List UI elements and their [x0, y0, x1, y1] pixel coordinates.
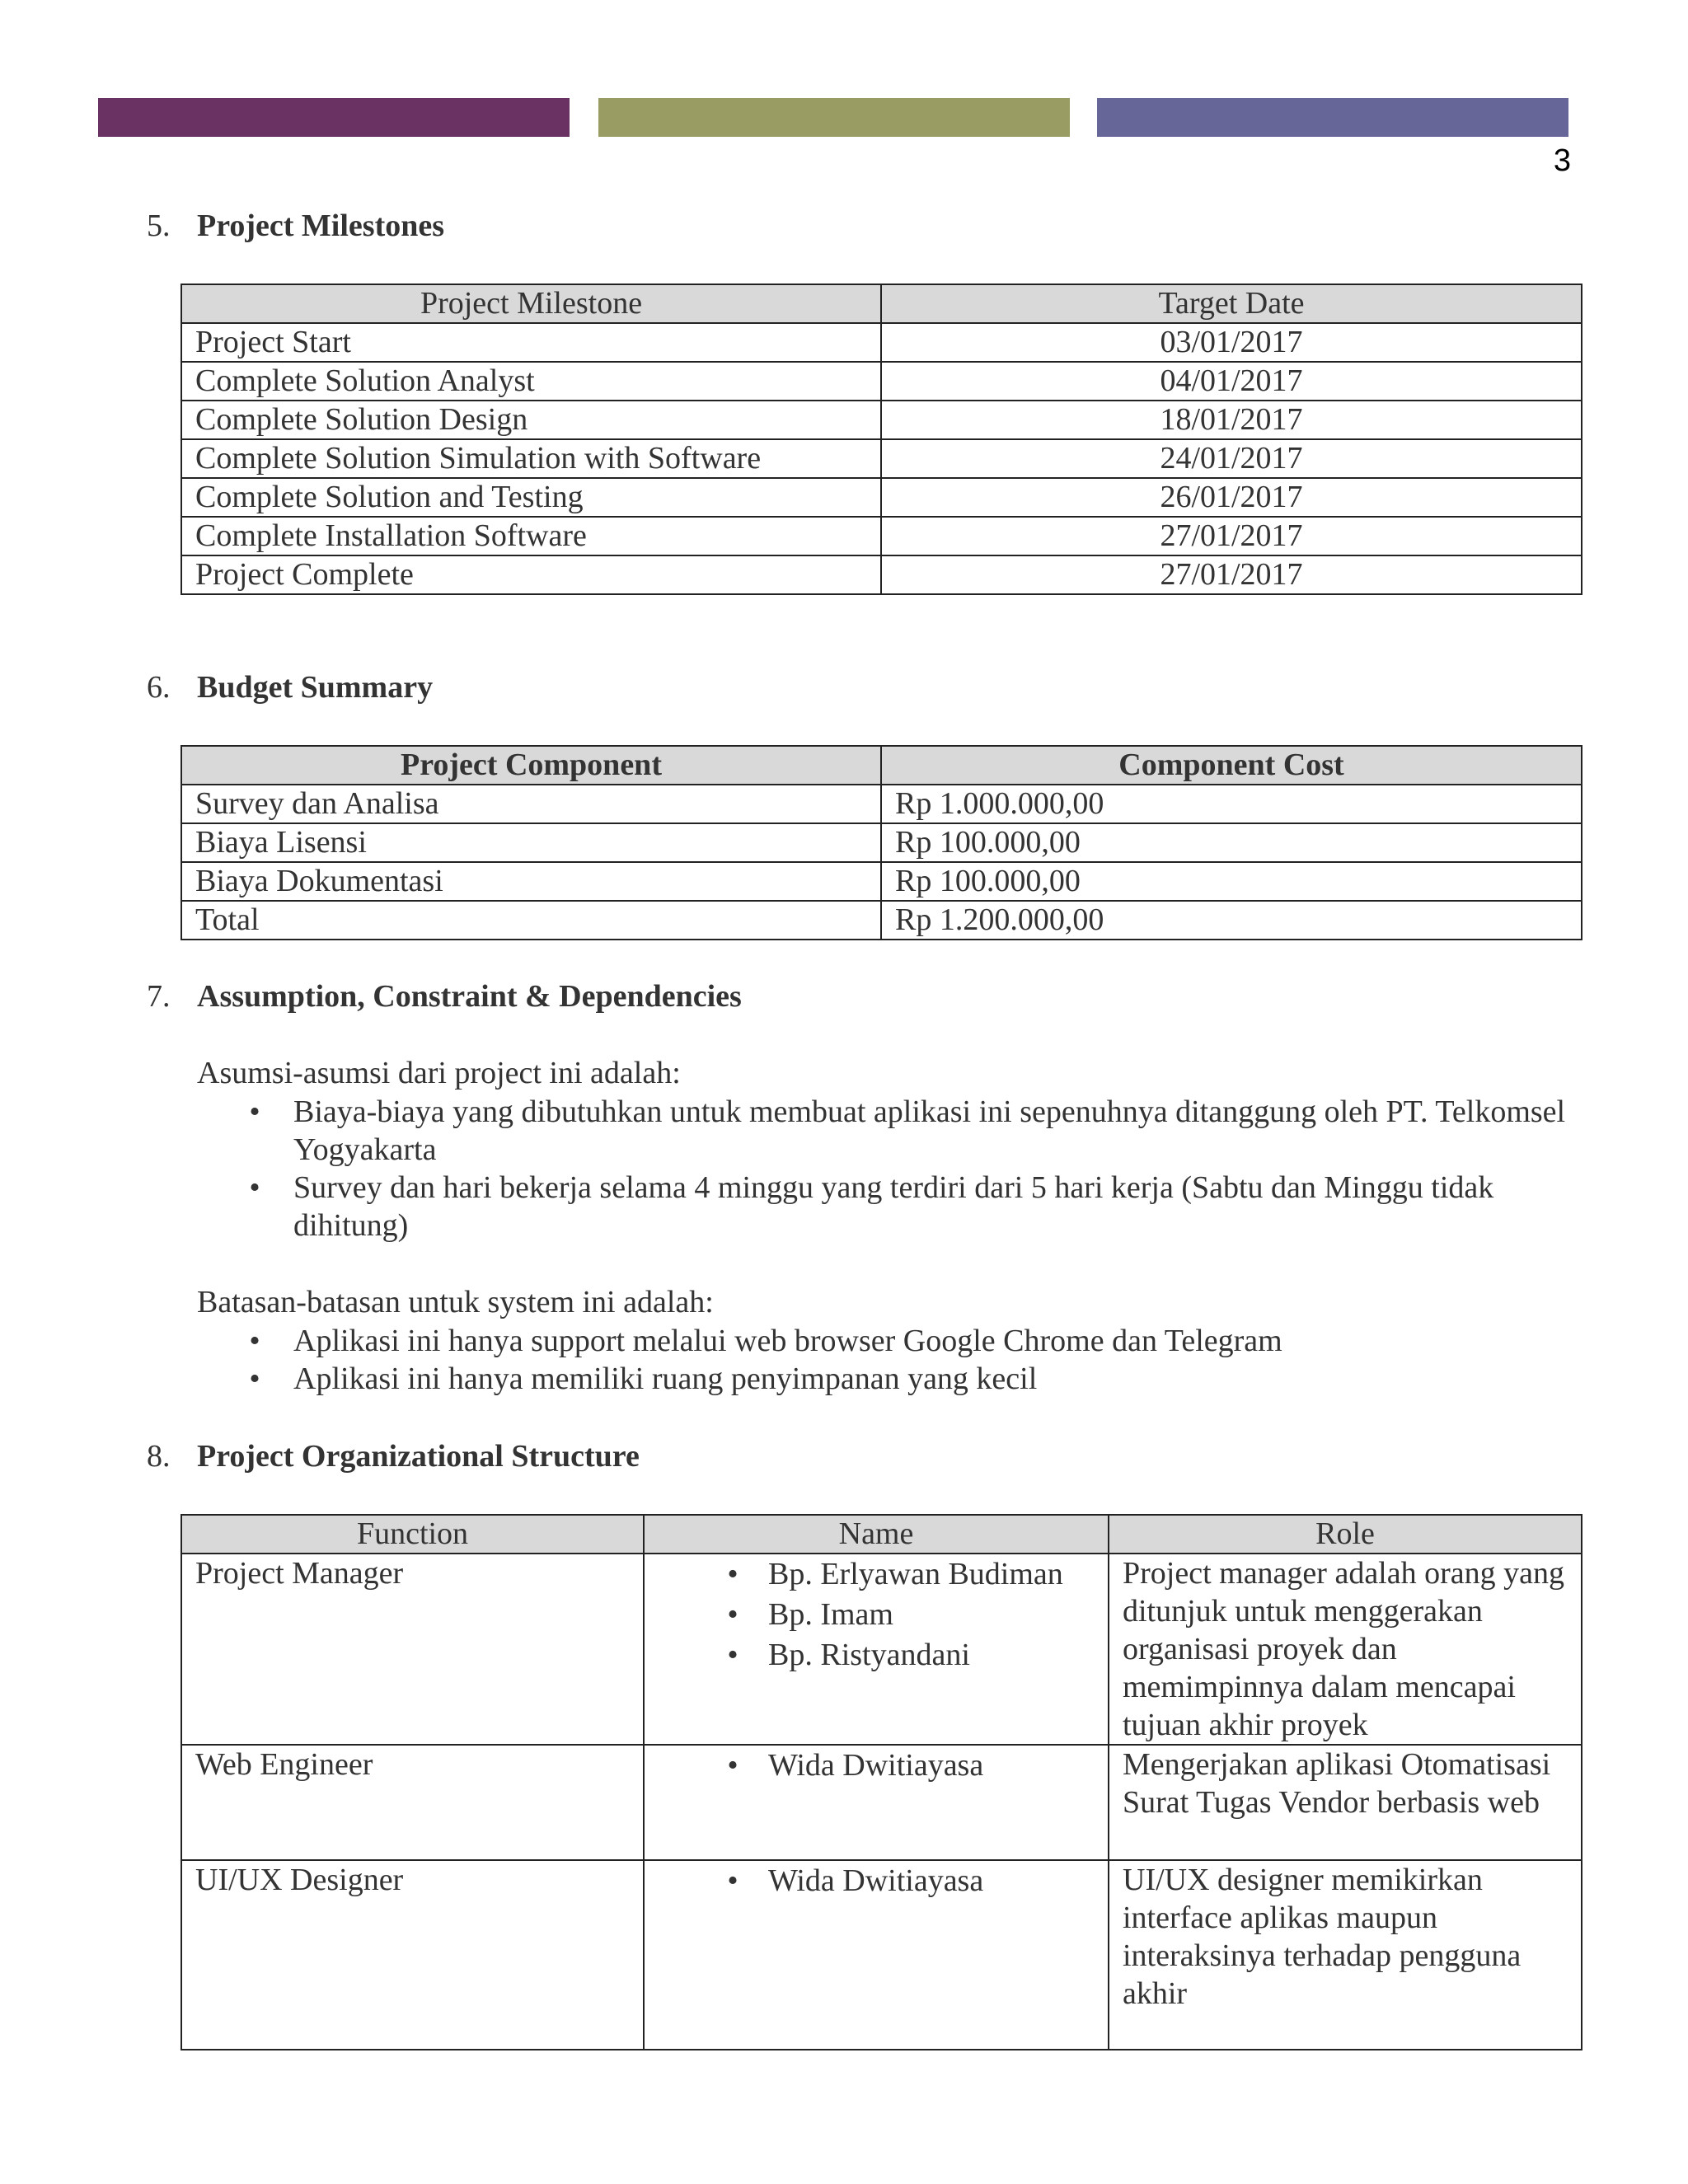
milestone-name: Complete Solution Design [181, 401, 881, 439]
component-name: Survey dan Analisa [181, 785, 881, 823]
page-margin [1570, 0, 1688, 2184]
milestone-name: Project Start [181, 323, 881, 362]
section-number: 6. [147, 670, 171, 705]
section-number: 8. [147, 1439, 171, 1474]
section-heading-organization [147, 1438, 640, 1474]
column-header: Project Component [181, 746, 881, 785]
milestone-name: Complete Solution Simulation with Software [181, 439, 881, 478]
target-date: 03/01/2017 [881, 323, 1582, 362]
target-date: 18/01/2017 [881, 401, 1582, 439]
target-date: 27/01/2017 [881, 517, 1582, 555]
header-bar-olive [598, 98, 1070, 137]
names-cell [644, 1554, 1109, 1745]
table-header-row [181, 746, 1582, 785]
milestone-name: Complete Solution Analyst [181, 362, 881, 401]
target-date: 04/01/2017 [881, 362, 1582, 401]
role-cell: UI/UX designer memikirkan interface aplikas maupun interaksinya terhadap pengguna akhir [1109, 1860, 1582, 2050]
name-item: • Bp. Imam [768, 1595, 1095, 1635]
assumption-list [293, 1093, 1579, 1244]
list-item: • Aplikasi ini hanya memiliki ruang penyimpanan yang kecil [293, 1360, 1579, 1398]
name-list [727, 1554, 1095, 1675]
table-row [181, 1860, 1582, 2050]
constraint-list [293, 1322, 1579, 1398]
function-cell: Web Engineer [181, 1745, 644, 1860]
column-header: Project Milestone [181, 284, 881, 323]
role-cell: Project manager adalah orang yang ditunjuk untuk menggerakan organisasi proyek dan memimpinnya dalam mencapai tujuan akhir proyek [1109, 1554, 1582, 1745]
table-header-row [181, 284, 1582, 323]
constraint-intro: Batasan-batasan untuk system ini adalah: [197, 1285, 714, 1319]
names-cell [644, 1745, 1109, 1860]
list-item: • Survey dan hari bekerja selama 4 minggu yang terdiri dari 5 hari kerja (Sabtu dan Minggu tidak dihitung) [293, 1169, 1579, 1244]
role-cell: Mengerjakan aplikasi Otomatisasi Surat Tugas Vendor berbasis web [1109, 1745, 1582, 1860]
section-number: 5. [147, 209, 171, 243]
table-row [181, 555, 1582, 594]
budget-table [181, 745, 1582, 940]
organization-table [181, 1514, 1582, 2050]
table-header-row [181, 1515, 1582, 1554]
column-header: Component Cost [881, 746, 1582, 785]
milestone-name: Complete Solution and Testing [181, 478, 881, 517]
component-cost: Rp 1.000.000,00 [881, 785, 1582, 823]
list-item: • Biaya-biaya yang dibutuhkan untuk membuat aplikasi ini sepenuhnya ditanggung oleh PT. Telkomsel Yogyakarta [293, 1093, 1579, 1169]
component-name: Biaya Lisensi [181, 823, 881, 862]
component-name: Biaya Dokumentasi [181, 862, 881, 901]
page-number: 3 [1553, 143, 1571, 178]
name-list [727, 1861, 1095, 1901]
section-title: Assumption, Constraint & Dependencies [197, 979, 742, 1014]
column-header: Name [644, 1515, 1109, 1554]
column-header: Target Date [881, 284, 1582, 323]
table-row [181, 401, 1582, 439]
table-row [181, 323, 1582, 362]
assumption-intro: Asumsi-asumsi dari project ini adalah: [197, 1056, 681, 1090]
target-date: 24/01/2017 [881, 439, 1582, 478]
section-heading-milestones [147, 208, 444, 244]
table-row [181, 362, 1582, 401]
milestone-table [181, 284, 1582, 595]
section-title: Project Organizational Structure [197, 1439, 640, 1474]
function-cell: Project Manager [181, 1554, 644, 1745]
name-item: • Bp. Ristyandani [768, 1635, 1095, 1675]
header-bar-purple [98, 98, 570, 137]
name-item: • Wida Dwitiayasa [768, 1746, 1095, 1786]
table-row [181, 901, 1582, 940]
column-header: Function [181, 1515, 644, 1554]
column-header: Role [1109, 1515, 1582, 1554]
section-title: Project Milestones [197, 209, 445, 243]
component-name: Total [181, 901, 881, 940]
component-cost: Rp 100.000,00 [881, 823, 1582, 862]
name-item: • Wida Dwitiayasa [768, 1861, 1095, 1901]
section-title: Budget Summary [197, 670, 434, 705]
header-bar-blue [1097, 98, 1568, 137]
table-row [181, 823, 1582, 862]
milestone-name: Project Complete [181, 555, 881, 594]
target-date: 26/01/2017 [881, 478, 1582, 517]
section-number: 7. [147, 979, 171, 1014]
table-row [181, 1554, 1582, 1745]
table-row [181, 478, 1582, 517]
component-cost: Rp 1.200.000,00 [881, 901, 1582, 940]
table-row [181, 517, 1582, 555]
function-cell: UI/UX Designer [181, 1860, 644, 2050]
name-list [727, 1746, 1095, 1786]
table-row [181, 439, 1582, 478]
table-row [181, 862, 1582, 901]
list-item: • Aplikasi ini hanya support melalui web browser Google Chrome dan Telegram [293, 1322, 1579, 1360]
milestone-name: Complete Installation Software [181, 517, 881, 555]
section-heading-budget [147, 669, 433, 705]
name-item: • Bp. Erlyawan Budiman [768, 1554, 1095, 1595]
target-date: 27/01/2017 [881, 555, 1582, 594]
table-row [181, 1745, 1582, 1860]
section-heading-assumptions [147, 978, 742, 1015]
table-row [181, 785, 1582, 823]
component-cost: Rp 100.000,00 [881, 862, 1582, 901]
names-cell [644, 1860, 1109, 2050]
